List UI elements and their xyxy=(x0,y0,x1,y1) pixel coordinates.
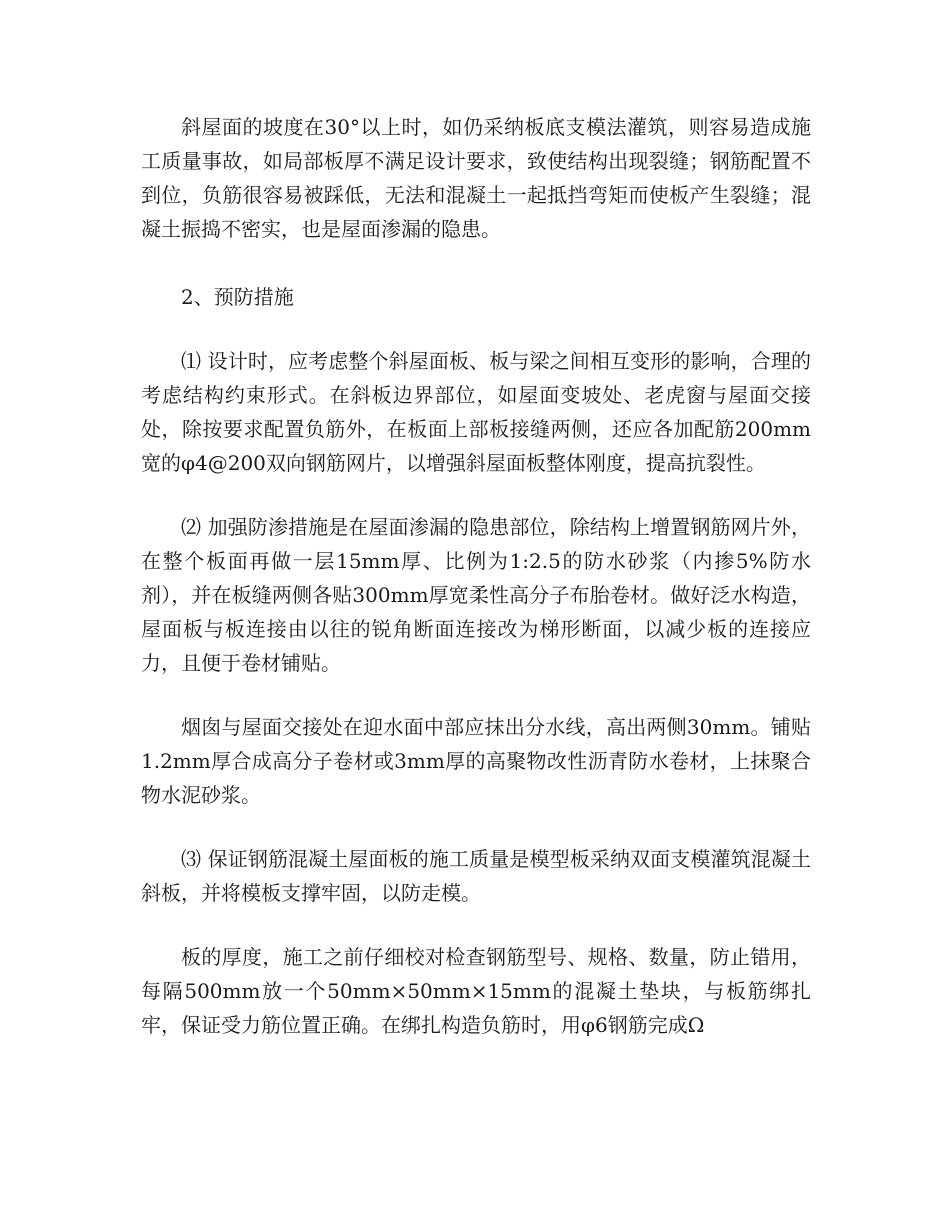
document-body xyxy=(141,110,811,1042)
paragraph-slab-thickness-rebar: 板的厚度，施工之前仔细校对检查钢筋型号、规格、数量，防止错用，每隔500mm放一个50mm×50mm×15mm的混凝土垫块，与板筋绑扎牢，保证受力筋位置正确。在绑扎构造负筋时，用φ6钢筋完成Ω xyxy=(141,945,811,1037)
paragraph-roof-slope-risks: 斜屋面的坡度在30°以上时，如仍采纳板底支模法灌筑，则容易造成施工质量事故，如局部板厚不满足设计要求，致使结构出现裂缝；钢筋配置不到位，负筋很容易被踩低，无法和混凝土一起抵挡弯矩而使板产生裂缝；混凝土振捣不密实，也是屋面渗漏的隐患。 xyxy=(141,115,811,241)
paragraph-measure-3-construction-quality: ⑶ 保证钢筋混凝土屋面板的施工质量是模型板采纳双面支模灌筑混凝土斜板，并将模板支撑牢固，以防走模。 xyxy=(141,847,811,905)
section-heading-prevention-measures: 2、预防措施 xyxy=(181,285,294,309)
paragraph-measure-2-waterproofing: ⑵ 加强防渗措施是在屋面渗漏的隐患部位，除结构上增置钢筋网片外，在整个板面再做一层15mm厚、比例为1:2.5的防水砂浆（内掺5%防水剂），并在板缝两侧各贴300mm厚宽柔性高分子布胎卷材。做好泛水构造，屋面板与板连接由以往的锐角断面连接改为梯形断面，以减少板的连接应力，且便于卷材铺贴。 xyxy=(141,515,811,675)
paragraph-chimney-junction: 烟囱与屋面交接处在迎水面中部应抹出分水线，高出两侧30mm。铺贴1.2mm厚合成高分子卷材或3mm厚的高聚物改性沥青防水卷材，上抹聚合物水泥砂浆。 xyxy=(141,715,811,807)
paragraph-measure-1-design: ⑴ 设计时，应考虑整个斜屋面板、板与梁之间相互变形的影响，合理的考虑结构约束形式。在斜板边界部位，如屋面变坡处、老虎窗与屋面交接处，除按要求配置负筋外，在板面上部板接缝两侧，还应各加配筋200mm宽的φ4@200双向钢筋网片，以增强斜屋面板整体刚度，提高抗裂性。 xyxy=(141,349,811,475)
